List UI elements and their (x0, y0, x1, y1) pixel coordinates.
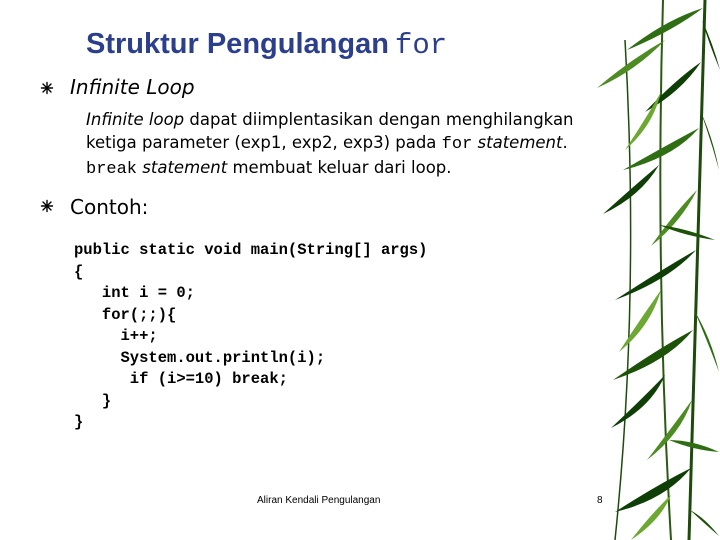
infinite-loop-description (86, 108, 626, 181)
title-text: Struktur Pengulangan (86, 28, 389, 60)
asterisk-bullet-icon (40, 81, 54, 95)
asterisk-bullet-icon (40, 199, 54, 213)
slide-title (86, 28, 447, 62)
desc-for-keyword: for (441, 135, 473, 154)
bullet-heading-contoh: Contoh: (70, 195, 149, 219)
desc-text-2: membuat keluar dari loop. (227, 158, 452, 177)
desc-statement-word-2: statement (142, 158, 228, 177)
title-keyword: for (394, 29, 448, 62)
desc-break-keyword: break (86, 160, 138, 179)
desc-period: . (562, 133, 568, 152)
desc-text: dapat diimplentasikan dengan menghilangkan ketiga parameter (exp1, exp2, exp3) pada (86, 110, 574, 152)
page-number: 8 (597, 495, 603, 506)
bamboo-leaves-decoration (585, 0, 720, 540)
slide-footer: Aliran Kendali Pengulangan (257, 495, 381, 506)
code-example: public static void main(String[] args) { int i = 0; for(;;){ i++; System.out.println(i); if (i>=10) break; } } (74, 241, 428, 431)
desc-italic-term: Infinite loop (86, 110, 185, 129)
desc-statement-word: statement (477, 133, 563, 152)
bullet-heading-infinite-loop: Infinite Loop (70, 75, 195, 99)
